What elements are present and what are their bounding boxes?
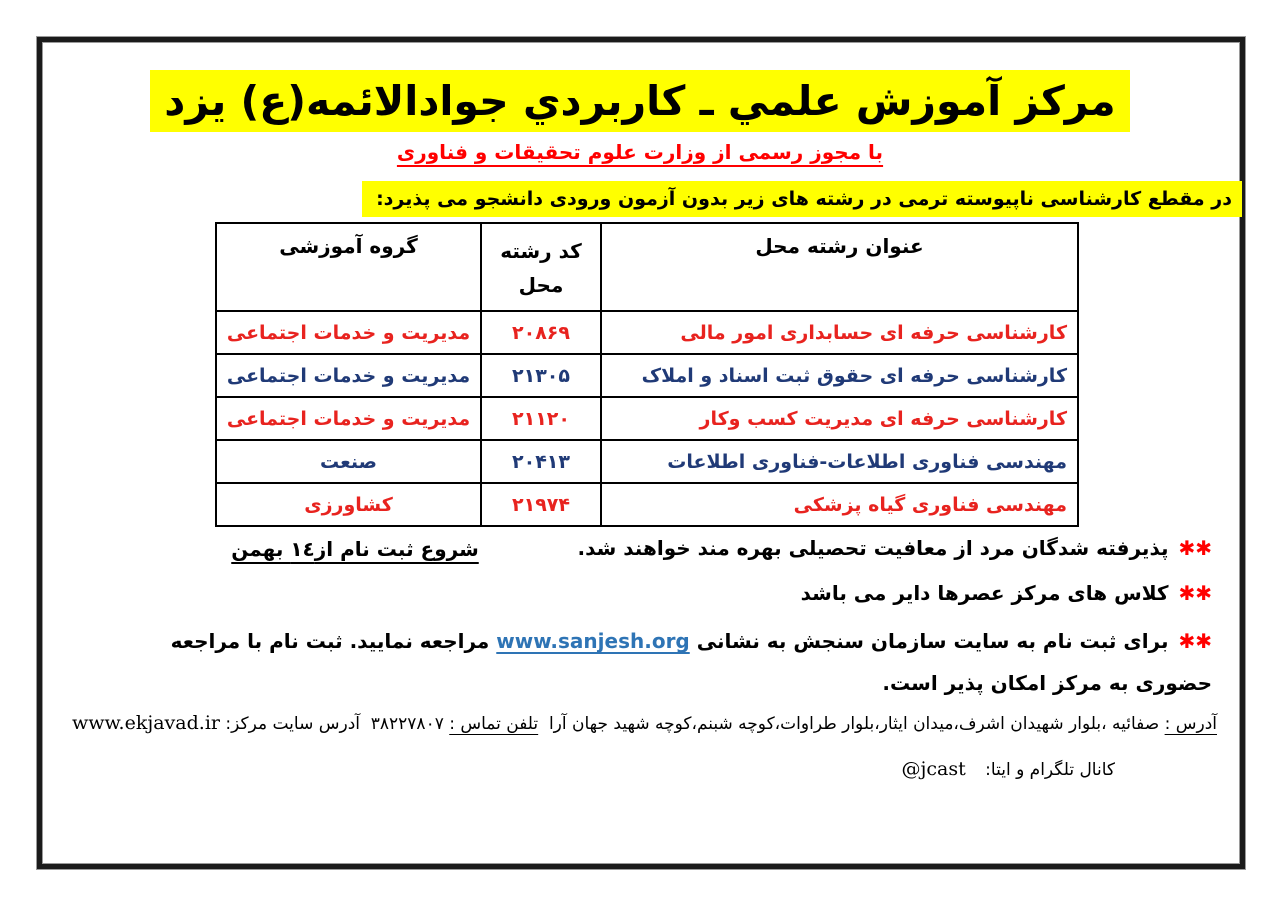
table-header-row: [216, 223, 1078, 311]
note-marker: ✱✱: [1178, 581, 1212, 605]
registration-start-note: شروع ثبت نام از١٤ بهمن: [231, 537, 479, 561]
group-cell: کشاورزی: [216, 483, 481, 526]
note-marker: ✱✱: [1178, 536, 1212, 560]
header-group: گروه آموزشی: [216, 223, 481, 311]
header: [0, 70, 1280, 132]
header-major: عنوان رشته محل: [601, 223, 1078, 311]
programs-table: [215, 222, 1079, 527]
footer-contact-line: [72, 712, 1217, 734]
sanjesh-link[interactable]: www.sanjesh.org: [496, 629, 690, 653]
subtitle-row: [0, 140, 1280, 164]
note-registration: [95, 620, 1212, 704]
major-cell: مهندسی فناوری اطلاعات-فناوری اطلاعات: [601, 440, 1078, 483]
note-evening-classes: [801, 581, 1212, 605]
code-cell: ۲۱۳۰۵: [481, 354, 601, 397]
note-text-before-link: برای ثبت نام به سایت سازمان سنجش به نشانی: [696, 629, 1169, 653]
code-cell: ۲۱۱۲۰: [481, 397, 601, 440]
phone-segment: [371, 714, 538, 734]
group-cell: مدیریت و خدمات اجتماعی: [216, 354, 481, 397]
major-cell: کارشناسی حرفه ای حقوق ثبت اسناد و املاک: [601, 354, 1078, 397]
note-text-after-link: مراجعه نمایید. ثبت نام با مراجعه حضوری به مرکز امکان پذیر است.: [170, 629, 1212, 695]
address-label: آدرس :: [1164, 714, 1217, 734]
note-text: کلاس های مرکز عصرها دایر می باشد: [800, 581, 1169, 605]
major-cell: مهندسی فناوری گیاه پزشکی: [601, 483, 1078, 526]
code-cell: ۲۰۴۱۳: [481, 440, 601, 483]
phone-value: ۳۸۲۲۷۸۰۷: [370, 714, 444, 734]
phone-label: تلفن تماس :: [449, 714, 539, 734]
group-cell: مدیریت و خدمات اجتماعی: [216, 311, 481, 354]
footer-channel-line: [902, 758, 1115, 780]
header-code: کد رشته محل: [481, 223, 601, 311]
major-cell: کارشناسی حرفه ای مدیریت کسب وکار: [601, 397, 1078, 440]
note-marker: ✱✱: [1178, 629, 1212, 653]
website-label: آدرس سایت مرکز:: [225, 714, 360, 734]
table-row: [216, 311, 1078, 354]
address-value: صفائیه ،بلوار شهیدان اشرف،میدان ایثار،بلوار طراوات،کوچه شبنم،کوچه شهید جهان آرا: [548, 714, 1160, 734]
admission-intro: در مقطع کارشناسی ناپیوسته ترمی در رشته های زیر بدون آزمون ورودی دانشجو می پذیرد:: [362, 181, 1242, 217]
channel-label: کانال تلگرام و ایتا:: [985, 760, 1115, 780]
major-cell: کارشناسی حرفه ای حسابداری امور مالی: [601, 311, 1078, 354]
table-row: [216, 440, 1078, 483]
license-subtitle: با مجوز رسمی از وزارت علوم تحقیقات و فناوری: [396, 140, 884, 164]
table-row: [216, 354, 1078, 397]
code-cell: ۲۰۸۶۹: [481, 311, 601, 354]
table-row: [216, 483, 1078, 526]
channel-handle: @jcast: [901, 758, 966, 780]
note-military-exemption: [577, 536, 1212, 560]
group-cell: مدیریت و خدمات اجتماعی: [216, 397, 481, 440]
code-cell: ۲۱۹۷۴: [481, 483, 601, 526]
address-segment: [549, 714, 1217, 734]
group-cell: صنعت: [216, 440, 481, 483]
table-row: [216, 397, 1078, 440]
page-title: مركز آموزش علمي ـ كاربردي جوادالائمه(ع) يزد: [150, 70, 1129, 132]
website-segment: [72, 712, 360, 734]
ekjavad-link[interactable]: www.ekjavad.ir: [72, 712, 220, 734]
note-text: پذیرفته شدگان مرد از معافیت تحصیلی بهره مند خواهند شد.: [577, 536, 1169, 560]
